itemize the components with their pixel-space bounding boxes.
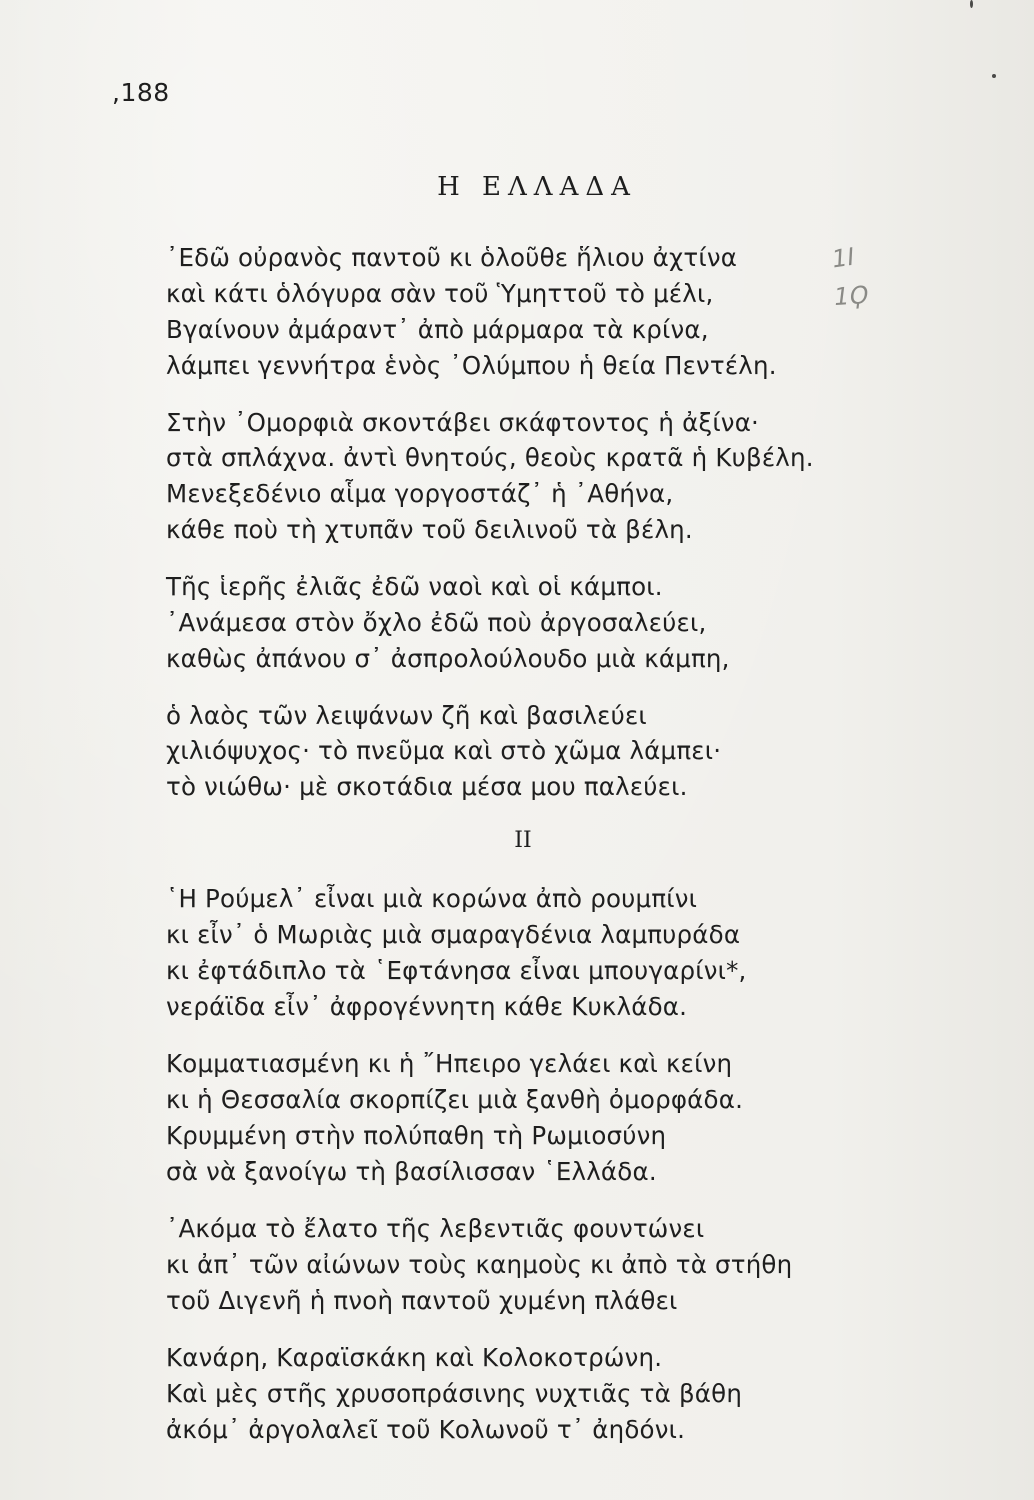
poem-line: Τῆς ἱερῆς ἐλιᾶς ἐδῶ ναοὶ καὶ οἱ κάμποι. [166, 572, 663, 601]
poem-line: ἀκόμ᾿ ἀργολαλεῖ τοῦ Κολωνοῦ τ᾿ ἀηδόνι. [166, 1415, 686, 1444]
ink-speck [992, 74, 996, 78]
poem-line: ᾿Ακόμα τὸ ἔλατο τῆς λεβεντιᾶς φουντώνει [166, 1214, 705, 1243]
poem-line: τοῦ Διγενῆ ἡ πνοὴ παντοῦ χυμένη πλάθει [166, 1286, 678, 1315]
poem-line: καθὼς ἀπάνου σ᾿ ἀσπρολούλουδο μιὰ κάμπη, [166, 644, 730, 673]
poem-line: χιλιόψυχος· τὸ πνεῦμα καὶ στὸ χῶμα λάμπει· [166, 736, 722, 765]
poem-line: Κρυμμένη στὴν πολύπαθη τὴ Ρωμιοσύνη [166, 1121, 667, 1150]
poem-line: τὸ νιώθω· μὲ σκοτάδια μέσα μου παλεύει. [166, 772, 688, 801]
poem-line: ᾿Εδῶ οὐρανὸς παντοῦ κι ὁλοῦθε ἥλιου ἀχτίνα [166, 243, 738, 272]
poem-line: Μενεξεδένιο αἷμα γοργοστάζ᾿ ἡ ᾿Αθήνα, [166, 479, 674, 508]
poem-line: σὰ νὰ ξανοίγω τὴ βασίλισσαν ῾Ελλάδα. [166, 1157, 657, 1186]
poem-line: ὁ λαὸς τῶν λειψάνων ζῆ καὶ βασιλεύει [166, 701, 647, 730]
poem-line: κάθε ποὺ τὴ χτυπᾶν τοῦ δειλινοῦ τὰ βέλη. [166, 515, 693, 544]
poem-title: Η ΕΛΛΑΔΑ [437, 172, 637, 202]
poem-line: κι ἡ Θεσσαλία σκορπίζει μιὰ ξανθὴ ὀμορφάδα. [166, 1085, 744, 1114]
poem-line: Στὴν ᾿Ομορφιὰ σκοντάβει σκάφτοντος ἡ ἀξίνα· [166, 408, 760, 437]
poem-line: νεράϊδα εἶν᾿ ἀφρογέννητη κάθε Κυκλάδα. [166, 992, 688, 1021]
poem-line: κι εἶν᾿ ὁ Μωριὰς μιὰ σμαραγδένια λαμπυράδα [166, 920, 741, 949]
poem-line: Καὶ μὲς στῆς χρυσοπράσινης νυχτιᾶς τὰ βάθη [166, 1379, 743, 1408]
poem-line: κι ἀπ᾿ τῶν αἰώνων τοὺς καημοὺς κι ἀπὸ τὰ στήθη [166, 1250, 793, 1279]
margin-pencil-mark: 1Ι [830, 242, 857, 274]
poem-line: στὰ σπλάχνα. ἀντὶ θνητούς, θεοὺς κρατᾶ ἡ Κυβέλη. [166, 443, 814, 472]
poem-line: Κανάρη, Καραϊσκάκη καὶ Κολοκοτρώνη. [166, 1343, 663, 1372]
page-number: ,188 [112, 78, 170, 107]
poem-line: καὶ κάτι ὁλόγυρα σὰν τοῦ Ὑμηττοῦ τὸ μέλι, [166, 279, 714, 308]
margin-pencil-mark: 1Ϙ [833, 280, 870, 312]
poem-line: κι ἐφτάδιπλο τὰ ῾Εφτάνησα εἶναι μπουγαρίνι*, [166, 956, 747, 985]
poem-line: ῾Η Ρούμελ᾿ εἶναι μιὰ κορώνα ἀπὸ ρουμπίνι [166, 884, 698, 913]
ink-speck [970, 0, 973, 8]
poem-line: Κομματιασμένη κι ἡ ῎Ηπειρο γελάει καὶ κείνη [166, 1049, 733, 1078]
poem-line: λάμπει γεννήτρα ἑνὸς ᾿Ολύμπου ἡ θεία Πεντέλη. [166, 351, 777, 380]
section-numeral: II [514, 828, 532, 853]
poem-line: Βγαίνουν ἀμάραντ᾿ ἀπὸ μάρμαρα τὰ κρίνα, [166, 315, 709, 344]
poem-line: ᾿Ανάμεσα στὸν ὄχλο ἐδῶ ποὺ ἀργοσαλεύει, [166, 608, 707, 637]
